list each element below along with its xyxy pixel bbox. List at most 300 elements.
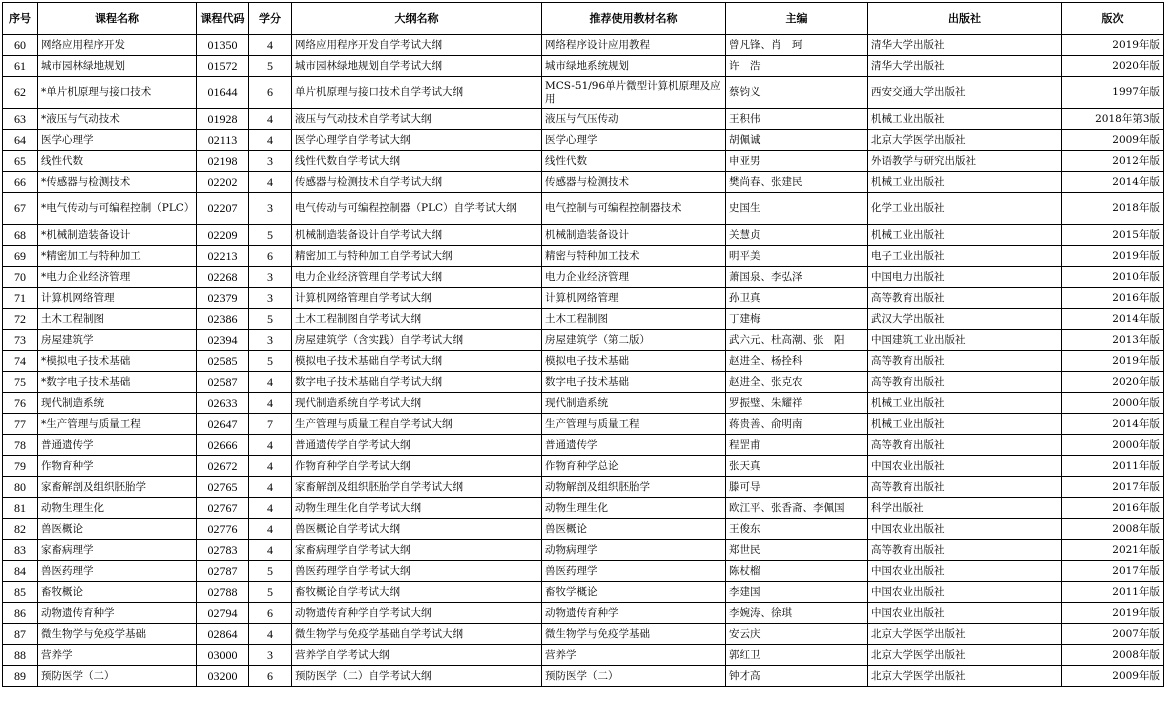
cell-textbook: 房屋建筑学（第二版）	[542, 330, 726, 351]
cell-textbook: 电力企业经济管理	[542, 267, 726, 288]
cell-course-name: 计算机网络管理	[38, 288, 197, 309]
cell-publisher: 高等教育出版社	[868, 435, 1062, 456]
cell-seq: 84	[3, 561, 38, 582]
cell-syllabus-name: 城市园林绿地规划自学考试大纲	[292, 56, 542, 77]
cell-course-name: 动物生理生化	[38, 498, 197, 519]
header-edition: 版次	[1062, 3, 1164, 35]
cell-syllabus-name: 液压与气动技术自学考试大纲	[292, 109, 542, 130]
cell-course-name: *数字电子技术基础	[38, 372, 197, 393]
cell-publisher: 高等教育出版社	[868, 372, 1062, 393]
cell-seq: 75	[3, 372, 38, 393]
cell-course-name: 房屋建筑学	[38, 330, 197, 351]
cell-seq: 65	[3, 151, 38, 172]
cell-editor: 丁建梅	[726, 309, 868, 330]
cell-credits: 3	[249, 151, 292, 172]
cell-publisher: 中国农业出版社	[868, 519, 1062, 540]
cell-course-name: 兽医药理学	[38, 561, 197, 582]
cell-edition: 1997年版	[1062, 77, 1164, 109]
cell-course-name: 微生物学与免疫学基础	[38, 624, 197, 645]
cell-course-code: 02767	[197, 498, 249, 519]
cell-textbook: 线性代数	[542, 151, 726, 172]
cell-textbook: 土木工程制图	[542, 309, 726, 330]
cell-syllabus-name: 现代制造系统自学考试大纲	[292, 393, 542, 414]
cell-course-name: 作物育种学	[38, 456, 197, 477]
table-row	[3, 56, 1164, 77]
cell-publisher: 北京大学医学出版社	[868, 130, 1062, 151]
cell-seq: 83	[3, 540, 38, 561]
cell-course-code: 02213	[197, 246, 249, 267]
cell-credits: 3	[249, 645, 292, 666]
cell-publisher: 高等教育出版社	[868, 288, 1062, 309]
cell-course-name: 线性代数	[38, 151, 197, 172]
cell-course-name: 网络应用程序开发	[38, 35, 197, 56]
cell-syllabus-name: 生产管理与质量工程自学考试大纲	[292, 414, 542, 435]
cell-syllabus-name: 线性代数自学考试大纲	[292, 151, 542, 172]
cell-editor: 赵进全、张克农	[726, 372, 868, 393]
cell-syllabus-name: 家畜解剖及组织胚胎学自学考试大纲	[292, 477, 542, 498]
cell-seq: 76	[3, 393, 38, 414]
cell-textbook: 模拟电子技术基础	[542, 351, 726, 372]
cell-textbook: 网络程序设计应用教程	[542, 35, 726, 56]
cell-editor: 滕可导	[726, 477, 868, 498]
cell-course-code: 02386	[197, 309, 249, 330]
cell-course-name: *生产管理与质量工程	[38, 414, 197, 435]
table-row	[3, 193, 1164, 225]
cell-credits: 4	[249, 519, 292, 540]
cell-course-code: 01572	[197, 56, 249, 77]
cell-textbook: MCS-51/96单片微型计算机原理及应用	[542, 77, 726, 109]
table-row	[3, 414, 1164, 435]
header-course-code: 课程代码	[197, 3, 249, 35]
cell-seq: 69	[3, 246, 38, 267]
cell-course-name: 预防医学（二）	[38, 666, 197, 687]
cell-syllabus-name: 机械制造装备设计自学考试大纲	[292, 225, 542, 246]
cell-textbook: 动物解剖及组织胚胎学	[542, 477, 726, 498]
table-row	[3, 225, 1164, 246]
cell-syllabus-name: 计算机网络管理自学考试大纲	[292, 288, 542, 309]
cell-course-code: 02198	[197, 151, 249, 172]
cell-course-code: 02864	[197, 624, 249, 645]
cell-course-code: 02783	[197, 540, 249, 561]
cell-textbook: 传感器与检测技术	[542, 172, 726, 193]
cell-editor: 罗振璧、朱耀祥	[726, 393, 868, 414]
cell-course-code: 02794	[197, 603, 249, 624]
cell-edition: 2009年版	[1062, 666, 1164, 687]
cell-textbook: 动物病理学	[542, 540, 726, 561]
cell-course-name: 家畜病理学	[38, 540, 197, 561]
cell-credits: 3	[249, 288, 292, 309]
cell-publisher: 武汉大学出版社	[868, 309, 1062, 330]
cell-edition: 2021年版	[1062, 540, 1164, 561]
cell-publisher: 中国农业出版社	[868, 456, 1062, 477]
cell-editor: 王积伟	[726, 109, 868, 130]
cell-edition: 2012年版	[1062, 151, 1164, 172]
cell-seq: 81	[3, 498, 38, 519]
cell-publisher: 高等教育出版社	[868, 540, 1062, 561]
cell-syllabus-name: 畜牧概论自学考试大纲	[292, 582, 542, 603]
cell-editor: 程罡甫	[726, 435, 868, 456]
cell-textbook: 兽医药理学	[542, 561, 726, 582]
cell-syllabus-name: 电力企业经济管理自学考试大纲	[292, 267, 542, 288]
table-row	[3, 372, 1164, 393]
cell-edition: 2009年版	[1062, 130, 1164, 151]
cell-seq: 80	[3, 477, 38, 498]
cell-textbook: 城市绿地系统规划	[542, 56, 726, 77]
cell-credits: 4	[249, 130, 292, 151]
cell-editor: 关慧贞	[726, 225, 868, 246]
cell-syllabus-name: 电气传动与可编程控制器（PLC）自学考试大纲	[292, 193, 542, 225]
cell-edition: 2000年版	[1062, 435, 1164, 456]
cell-publisher: 机械工业出版社	[868, 414, 1062, 435]
cell-editor: 李建国	[726, 582, 868, 603]
table-row	[3, 624, 1164, 645]
cell-syllabus-name: 家畜病理学自学考试大纲	[292, 540, 542, 561]
cell-seq: 61	[3, 56, 38, 77]
cell-course-code: 02647	[197, 414, 249, 435]
cell-publisher: 西安交通大学出版社	[868, 77, 1062, 109]
cell-credits: 4	[249, 35, 292, 56]
table-row	[3, 477, 1164, 498]
cell-seq: 66	[3, 172, 38, 193]
cell-course-code: 03200	[197, 666, 249, 687]
cell-course-name: *传感器与检测技术	[38, 172, 197, 193]
cell-syllabus-name: 动物遗传育种学自学考试大纲	[292, 603, 542, 624]
cell-syllabus-name: 传感器与检测技术自学考试大纲	[292, 172, 542, 193]
cell-syllabus-name: 单片机原理与接口技术自学考试大纲	[292, 77, 542, 109]
cell-textbook: 普通遗传学	[542, 435, 726, 456]
cell-credits: 6	[249, 603, 292, 624]
cell-syllabus-name: 预防医学（二）自学考试大纲	[292, 666, 542, 687]
cell-credits: 5	[249, 309, 292, 330]
table-row	[3, 172, 1164, 193]
table-row	[3, 666, 1164, 687]
cell-seq: 89	[3, 666, 38, 687]
cell-course-code: 03000	[197, 645, 249, 666]
cell-course-code: 02379	[197, 288, 249, 309]
cell-publisher: 北京大学医学出版社	[868, 645, 1062, 666]
cell-edition: 2007年版	[1062, 624, 1164, 645]
cell-credits: 4	[249, 393, 292, 414]
table-row	[3, 130, 1164, 151]
cell-edition: 2008年版	[1062, 645, 1164, 666]
cell-edition: 2008年版	[1062, 519, 1164, 540]
header-textbook: 推荐使用教材名称	[542, 3, 726, 35]
cell-course-code: 02394	[197, 330, 249, 351]
cell-seq: 67	[3, 193, 38, 225]
table-row	[3, 77, 1164, 109]
cell-textbook: 微生物学与免疫学基础	[542, 624, 726, 645]
cell-syllabus-name: 数字电子技术基础自学考试大纲	[292, 372, 542, 393]
cell-seq: 79	[3, 456, 38, 477]
cell-credits: 6	[249, 77, 292, 109]
cell-seq: 71	[3, 288, 38, 309]
cell-seq: 62	[3, 77, 38, 109]
cell-publisher: 高等教育出版社	[868, 477, 1062, 498]
cell-course-code: 02666	[197, 435, 249, 456]
cell-editor: 孙卫真	[726, 288, 868, 309]
cell-edition: 2017年版	[1062, 561, 1164, 582]
cell-course-code: 02787	[197, 561, 249, 582]
cell-syllabus-name: 土木工程制图自学考试大纲	[292, 309, 542, 330]
cell-course-name: 兽医概论	[38, 519, 197, 540]
cell-editor: 安云庆	[726, 624, 868, 645]
cell-publisher: 机械工业出版社	[868, 172, 1062, 193]
cell-textbook: 医学心理学	[542, 130, 726, 151]
cell-course-name: *机械制造装备设计	[38, 225, 197, 246]
header-syllabus-name: 大纲名称	[292, 3, 542, 35]
cell-publisher: 电子工业出版社	[868, 246, 1062, 267]
cell-edition: 2000年版	[1062, 393, 1164, 414]
cell-publisher: 化学工业出版社	[868, 193, 1062, 225]
table-row	[3, 288, 1164, 309]
cell-editor: 郑世民	[726, 540, 868, 561]
cell-textbook: 现代制造系统	[542, 393, 726, 414]
cell-course-code: 02209	[197, 225, 249, 246]
cell-edition: 2018年版	[1062, 193, 1164, 225]
cell-credits: 5	[249, 56, 292, 77]
cell-textbook: 数字电子技术基础	[542, 372, 726, 393]
cell-course-code: 02268	[197, 267, 249, 288]
cell-syllabus-name: 兽医药理学自学考试大纲	[292, 561, 542, 582]
table-row	[3, 561, 1164, 582]
cell-credits: 4	[249, 477, 292, 498]
cell-textbook: 动物生理生化	[542, 498, 726, 519]
table-row	[3, 435, 1164, 456]
cell-course-code: 02113	[197, 130, 249, 151]
cell-seq: 82	[3, 519, 38, 540]
cell-seq: 77	[3, 414, 38, 435]
cell-editor: 张天真	[726, 456, 868, 477]
cell-credits: 4	[249, 456, 292, 477]
course-syllabus-table	[2, 2, 1164, 687]
cell-credits: 5	[249, 561, 292, 582]
cell-publisher: 机械工业出版社	[868, 225, 1062, 246]
cell-course-code: 02776	[197, 519, 249, 540]
cell-editor: 郭红卫	[726, 645, 868, 666]
cell-syllabus-name: 兽医概论自学考试大纲	[292, 519, 542, 540]
table-row	[3, 109, 1164, 130]
cell-publisher: 北京大学医学出版社	[868, 624, 1062, 645]
table-row	[3, 603, 1164, 624]
cell-editor: 欧江平、张香斋、李佩国	[726, 498, 868, 519]
cell-editor: 胡佩诚	[726, 130, 868, 151]
cell-edition: 2020年版	[1062, 56, 1164, 77]
cell-course-name: *电力企业经济管理	[38, 267, 197, 288]
cell-credits: 4	[249, 498, 292, 519]
cell-course-code: 02587	[197, 372, 249, 393]
cell-credits: 5	[249, 225, 292, 246]
cell-textbook: 电气控制与可编程控制器技术	[542, 193, 726, 225]
table-row	[3, 645, 1164, 666]
cell-course-name: 土木工程制图	[38, 309, 197, 330]
cell-credits: 4	[249, 372, 292, 393]
cell-publisher: 清华大学出版社	[868, 35, 1062, 56]
cell-publisher: 清华大学出版社	[868, 56, 1062, 77]
cell-syllabus-name: 房屋建筑学（含实践）自学考试大纲	[292, 330, 542, 351]
header-course-name: 课程名称	[38, 3, 197, 35]
table-row	[3, 35, 1164, 56]
cell-credits: 6	[249, 246, 292, 267]
cell-syllabus-name: 营养学自学考试大纲	[292, 645, 542, 666]
cell-edition: 2016年版	[1062, 498, 1164, 519]
cell-publisher: 中国建筑工业出版社	[868, 330, 1062, 351]
cell-course-name: 动物遗传育种学	[38, 603, 197, 624]
cell-seq: 60	[3, 35, 38, 56]
cell-syllabus-name: 精密加工与特种加工自学考试大纲	[292, 246, 542, 267]
header-publisher: 出版社	[868, 3, 1062, 35]
cell-credits: 3	[249, 267, 292, 288]
cell-course-name: *液压与气动技术	[38, 109, 197, 130]
cell-course-name: 医学心理学	[38, 130, 197, 151]
cell-publisher: 中国农业出版社	[868, 561, 1062, 582]
cell-course-name: 普通遗传学	[38, 435, 197, 456]
cell-syllabus-name: 网络应用程序开发自学考试大纲	[292, 35, 542, 56]
cell-seq: 74	[3, 351, 38, 372]
cell-course-code: 01350	[197, 35, 249, 56]
cell-course-name: *模拟电子技术基础	[38, 351, 197, 372]
cell-publisher: 科学出版社	[868, 498, 1062, 519]
header-credits: 学分	[249, 3, 292, 35]
cell-editor: 蔡钧义	[726, 77, 868, 109]
cell-course-name: 家畜解剖及组织胚胎学	[38, 477, 197, 498]
cell-editor: 曾凡锋、肖 珂	[726, 35, 868, 56]
cell-textbook: 精密与特种加工技术	[542, 246, 726, 267]
cell-edition: 2017年版	[1062, 477, 1164, 498]
cell-course-name: *单片机原理与接口技术	[38, 77, 197, 109]
cell-course-name: *精密加工与特种加工	[38, 246, 197, 267]
cell-credits: 4	[249, 624, 292, 645]
cell-seq: 70	[3, 267, 38, 288]
cell-editor: 陈杖榴	[726, 561, 868, 582]
table-row	[3, 246, 1164, 267]
cell-edition: 2018年第3版	[1062, 109, 1164, 130]
cell-textbook: 计算机网络管理	[542, 288, 726, 309]
cell-course-code: 02202	[197, 172, 249, 193]
cell-edition: 2014年版	[1062, 414, 1164, 435]
cell-credits: 5	[249, 351, 292, 372]
cell-publisher: 机械工业出版社	[868, 109, 1062, 130]
header-row	[3, 3, 1164, 35]
cell-course-code: 02633	[197, 393, 249, 414]
cell-publisher: 高等教育出版社	[868, 351, 1062, 372]
cell-textbook: 预防医学（二）	[542, 666, 726, 687]
table-row	[3, 393, 1164, 414]
cell-edition: 2010年版	[1062, 267, 1164, 288]
cell-syllabus-name: 动物生理生化自学考试大纲	[292, 498, 542, 519]
cell-credits: 6	[249, 666, 292, 687]
cell-textbook: 营养学	[542, 645, 726, 666]
cell-course-name: 营养学	[38, 645, 197, 666]
cell-edition: 2013年版	[1062, 330, 1164, 351]
cell-edition: 2019年版	[1062, 603, 1164, 624]
cell-seq: 72	[3, 309, 38, 330]
cell-edition: 2016年版	[1062, 288, 1164, 309]
cell-syllabus-name: 普通遗传学自学考试大纲	[292, 435, 542, 456]
cell-course-code: 02207	[197, 193, 249, 225]
cell-editor: 申亚男	[726, 151, 868, 172]
cell-course-name: 畜牧概论	[38, 582, 197, 603]
cell-textbook: 作物育种学总论	[542, 456, 726, 477]
cell-seq: 85	[3, 582, 38, 603]
cell-editor: 明平美	[726, 246, 868, 267]
table-body	[3, 35, 1164, 687]
table-row	[3, 267, 1164, 288]
table-row	[3, 540, 1164, 561]
cell-credits: 7	[249, 414, 292, 435]
cell-textbook: 畜牧学概论	[542, 582, 726, 603]
cell-course-code: 02765	[197, 477, 249, 498]
cell-course-name: 城市园林绿地规划	[38, 56, 197, 77]
cell-credits: 5	[249, 582, 292, 603]
cell-course-name: *电气传动与可编程控制（PLC）	[38, 193, 197, 225]
cell-syllabus-name: 模拟电子技术基础自学考试大纲	[292, 351, 542, 372]
cell-credits: 3	[249, 330, 292, 351]
cell-textbook: 生产管理与质量工程	[542, 414, 726, 435]
cell-edition: 2019年版	[1062, 35, 1164, 56]
cell-course-name: 现代制造系统	[38, 393, 197, 414]
cell-editor: 王俊东	[726, 519, 868, 540]
cell-textbook: 液压与气压传动	[542, 109, 726, 130]
cell-edition: 2015年版	[1062, 225, 1164, 246]
cell-editor: 钟才高	[726, 666, 868, 687]
cell-course-code: 02672	[197, 456, 249, 477]
cell-edition: 2019年版	[1062, 246, 1164, 267]
table-row	[3, 519, 1164, 540]
table-row	[3, 582, 1164, 603]
cell-seq: 87	[3, 624, 38, 645]
table-row	[3, 330, 1164, 351]
cell-textbook: 兽医概论	[542, 519, 726, 540]
cell-edition: 2019年版	[1062, 351, 1164, 372]
cell-publisher: 中国电力出版社	[868, 267, 1062, 288]
cell-editor: 萧国泉、李弘泽	[726, 267, 868, 288]
cell-editor: 蒋贵善、俞明南	[726, 414, 868, 435]
cell-course-code: 02585	[197, 351, 249, 372]
cell-seq: 68	[3, 225, 38, 246]
cell-seq: 64	[3, 130, 38, 151]
cell-credits: 4	[249, 172, 292, 193]
cell-editor: 赵进全、杨拴科	[726, 351, 868, 372]
cell-publisher: 北京大学医学出版社	[868, 666, 1062, 687]
table-row	[3, 351, 1164, 372]
cell-editor: 史国生	[726, 193, 868, 225]
cell-credits: 4	[249, 435, 292, 456]
cell-seq: 86	[3, 603, 38, 624]
cell-editor: 李婉涛、徐琪	[726, 603, 868, 624]
cell-credits: 4	[249, 109, 292, 130]
cell-syllabus-name: 作物育种学自学考试大纲	[292, 456, 542, 477]
cell-edition: 2011年版	[1062, 456, 1164, 477]
cell-seq: 78	[3, 435, 38, 456]
cell-textbook: 机械制造装备设计	[542, 225, 726, 246]
table-row	[3, 151, 1164, 172]
header-editor: 主编	[726, 3, 868, 35]
header-seq: 序号	[3, 3, 38, 35]
table-row	[3, 498, 1164, 519]
cell-publisher: 机械工业出版社	[868, 393, 1062, 414]
table-row	[3, 309, 1164, 330]
cell-publisher: 中国农业出版社	[868, 582, 1062, 603]
cell-edition: 2020年版	[1062, 372, 1164, 393]
cell-editor: 武六元、杜高潮、张 阳	[726, 330, 868, 351]
cell-edition: 2014年版	[1062, 309, 1164, 330]
cell-course-code: 01928	[197, 109, 249, 130]
cell-syllabus-name: 医学心理学自学考试大纲	[292, 130, 542, 151]
cell-edition: 2014年版	[1062, 172, 1164, 193]
cell-seq: 63	[3, 109, 38, 130]
cell-syllabus-name: 微生物学与免疫学基础自学考试大纲	[292, 624, 542, 645]
cell-seq: 88	[3, 645, 38, 666]
